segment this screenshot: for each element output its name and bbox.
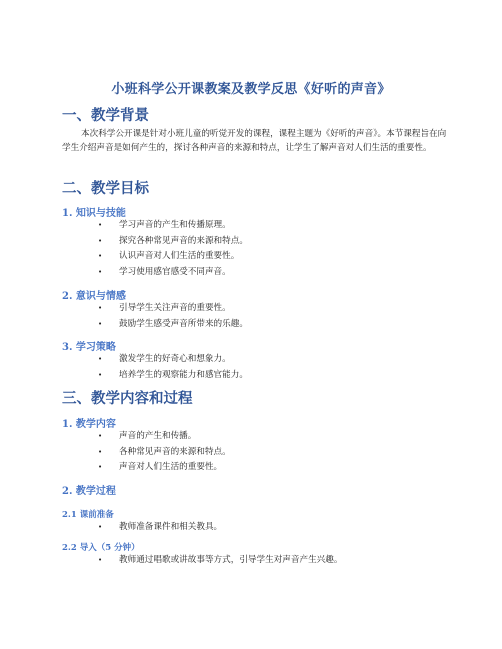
list-item: • 教师通过唱歌或讲故事等方式，引导学生对声音产生兴趣。 [98,553,342,569]
document-title: 小班科学公开课教案及教学反思《好听的声音》 [111,82,391,97]
list-item: • 声音的产生和传播。 [98,429,231,445]
section-heading-content-process: 三、教学内容和过程 [62,390,193,407]
subheading-teaching-content: 1. 教学内容 [62,419,116,430]
list-item: • 激发学生的好奇心和想象力。 [98,352,248,368]
list-item: • 教师准备课件和相关教具。 [98,520,222,536]
step-heading-introduction: 2.2 导入（5 分钟） [62,543,140,553]
list-item: • 引导学生关注声音的重要性。 [98,301,248,317]
section-heading-objectives: 二、教学目标 [62,180,149,197]
list-item: • 鼓励学生感受声音所带来的乐趣。 [98,317,248,333]
step-heading-preparation: 2.1 课前准备 [62,510,114,520]
learning-strategy-list [98,352,248,383]
list-item: • 认识声音对人们生活的重要性。 [98,249,248,265]
list-item: • 学习使用感官感受不同声音。 [98,265,248,281]
list-item: • 各种常见声音的来源和特点。 [98,445,231,461]
preparation-list [98,520,222,536]
awareness-emotion-list [98,301,248,332]
section-heading-background: 一、教学背景 [62,107,149,124]
subheading-learning-strategy: 3. 学习策略 [62,342,116,353]
introduction-list [98,553,342,569]
subheading-teaching-process: 2. 教学过程 [62,486,116,497]
list-item: • 探究各种常见声音的来源和特点。 [98,234,248,250]
subheading-knowledge-skills: 1. 知识与技能 [62,208,126,219]
subheading-awareness-emotion: 2. 意识与情感 [62,291,126,302]
teaching-content-list [98,429,231,476]
list-item: • 培养学生的观察能力和感官能力。 [98,368,248,384]
knowledge-skills-list [98,218,248,280]
list-item: • 学习声音的产生和传播原理。 [98,218,248,234]
background-paragraph: 本次科学公开课是针对小班儿童的听觉开发的课程，课程主题为《好听的声音》。本节课程旨在向学生介绍声音是如何产生的，探讨各种声音的来源和特点，让学生了解声音对人们生活的重要性。 [62,129,447,153]
list-item: • 声音对人们生活的重要性。 [98,460,231,476]
